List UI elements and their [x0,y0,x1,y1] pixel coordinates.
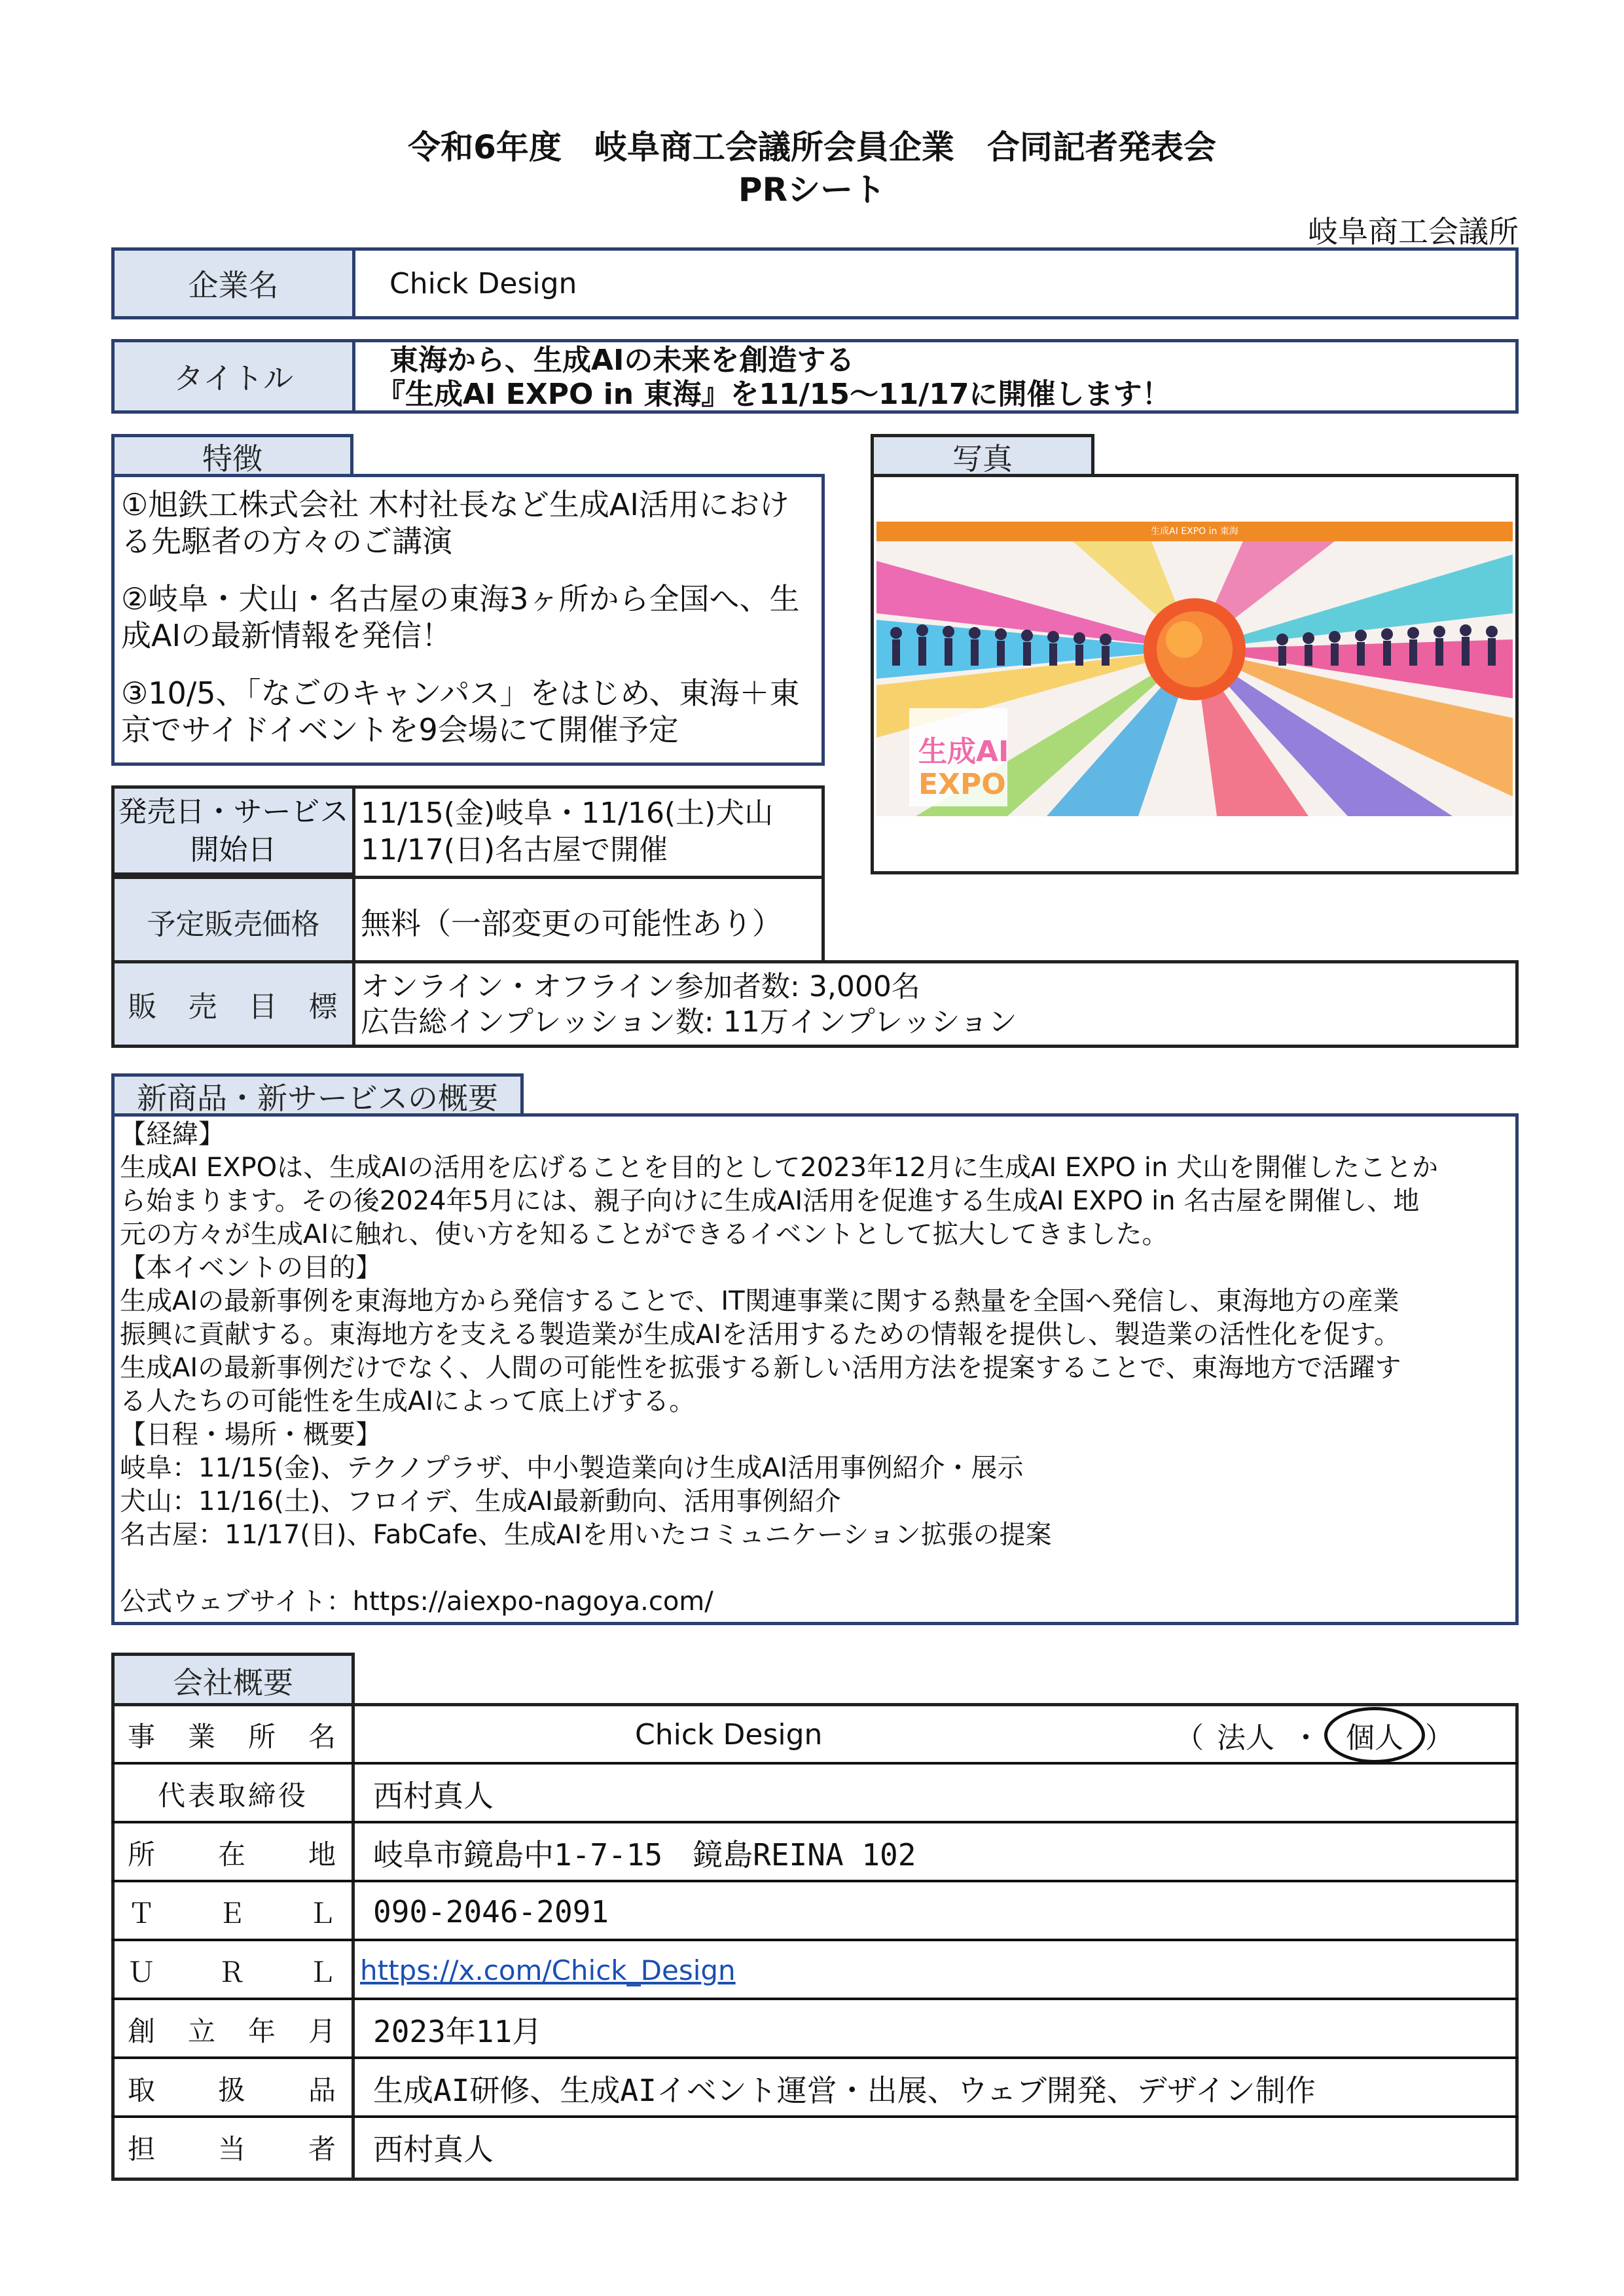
features-label: 特徴 [111,434,353,476]
tel-value: 090-2046-2091 [373,1893,609,1929]
representative-row [111,1764,1519,1823]
url-label: Ｕ Ｒ Ｌ [127,1956,338,1988]
entity-type-open: （ [1175,1721,1204,1755]
founded-value: 2023年11月 [373,2013,543,2049]
price-value: 無料（一部変更の可能性あり） [361,905,782,941]
price-label: 予定販売価格 [115,879,355,963]
tel-label: Ｔ Ｅ Ｌ [127,1897,338,1929]
address-row [111,1823,1519,1882]
address-value: 岐阜市鏡島中1-7-15 鏡島REINA 102 [373,1837,916,1873]
overview-line: 【経緯】 [120,1119,225,1149]
overview-label: 新商品・新サービスの概要 [111,1073,524,1115]
products-label: 取 扱 品 [127,2073,338,2106]
poster-banner-text: 生成AI EXPO in 東海 [1151,526,1238,537]
overview-line [120,1552,1510,1585]
overview-line: 岐阜：11/15(金)、テクノプラザ、中小製造業向け生成AI活用事例紹介・展示 [120,1453,1024,1483]
document-subtitle: PRシート [738,171,886,209]
release-box [111,785,825,963]
issuer-name: 岐阜商工会議所 [1308,214,1519,249]
entity-type [1175,1705,1454,1765]
title-line2: 『生成AI EXPO in 東海』を11/15〜11/17に開催します！ [376,378,1171,411]
title-box [111,339,1519,414]
release-label-line1: 発売日・サービス [118,795,349,829]
sales-target-line2: 広告総インプレッション数: 11万インプレッション [361,1005,1017,1039]
overview-line: 元の方々が生成AIに触れ、使い方を知ることができるイベントとして拡大してきました。 [120,1219,1168,1249]
feature-item-2: ②岐阜・犬山・名古屋の東海3ヶ所から全国へ、生成AIの最新情報を発信！ [121,581,800,653]
overview-line: 生成AI EXPOは、生成AIの活用を広げることを目的として2023年12月に生成AI EXPO in 犬山を開催したことか [120,1153,1439,1183]
company-name-label: 企業名 [115,251,355,316]
entity-type-corporation: 法人 [1217,1721,1274,1755]
feature-item-3: ③10/5、「なごのキャンパス」をはじめ、東海＋東京でサイドイベントを9会場にて開催予定 [121,675,800,747]
office-label: 事 業 所 名 [127,1720,338,1753]
entity-type-individual-circled: 個人 [1324,1707,1425,1763]
document-title: 令和6年度 岐阜商工会議所会員企業 合同記者発表会 [408,128,1216,166]
overview-line: 振興に貢献する。東海地方を支える製造業が生成AIを活用するための情報を提供し、製造業の活性化を促す。 [120,1319,1400,1350]
overview-line: 【日程・場所・概要】 [120,1420,382,1450]
entity-type-close: ） [1425,1721,1454,1755]
overview-line: 生成AIの最新事例を東海地方から発信することで、IT関連事業に関する熱量を全国へ発信し、東海地方の産業 [120,1286,1399,1316]
overview-line: 犬山：11/16(土)、フロイデ、生成AI最新動向、活用事例紹介 [120,1486,841,1516]
title-line1: 東海から、生成AIの未来を創造する [389,344,855,377]
contact-label: 担 当 者 [127,2132,338,2165]
company-name-value: Chick Design [389,266,577,300]
feature-item-1: ①旭鉄工株式会社 木村社長など生成AI活用における先駆者の方々のご講演 [121,487,789,559]
url-link[interactable]: https://x.com/Chick_Design [360,1954,736,1986]
photo-box [871,474,1519,874]
office-row [111,1705,1519,1765]
url-row [111,1941,1519,2000]
poster-logo-line2: EXPO [918,768,1006,801]
event-photo [876,522,1513,816]
company-name-box [111,247,1519,319]
products-row [111,2058,1519,2118]
company-profile-label: 会社概要 [111,1653,355,1705]
photo-label: 写真 [871,434,1094,476]
tel-row [111,1882,1519,1941]
office-value: Chick Design [635,1718,823,1751]
contact-value: 西村真人 [373,2131,494,2167]
representative-label: 代表取締役 [157,1779,308,1812]
entity-type-separator: ・ [1291,1721,1320,1755]
overview-line: 生成AIの最新事例だけでなく、人間の可能性を拡張する新しい活用方法を提案することで、東海地方で活躍す [120,1353,1401,1383]
founded-label: 創 立 年 月 [127,2015,338,2047]
overview-website[interactable]: 公式ウェブサイト：https://aiexpo-nagoya.com/ [120,1587,713,1617]
poster-logo-line1: 生成AI [918,735,1009,768]
sales-target-box [111,960,1519,1048]
founded-row [111,2000,1519,2059]
contact-row [111,2117,1519,2177]
representative-value: 西村真人 [373,1778,494,1814]
sales-target-line1: オンライン・オフライン参加者数: 3,000名 [361,970,920,1003]
release-value-line2: 11/17(日)名古屋で開催 [361,833,668,867]
overview-line: 名古屋：11/17(日)、FabCafe、生成AIを用いたコミュニケーション拡張の提案 [120,1520,1052,1550]
release-value-line1: 11/15(金)岐阜・11/16(土)犬山 [361,797,774,830]
overview-line: 【本イベントの目的】 [120,1253,382,1283]
sales-target-label: 販 売 目 標 [115,963,355,1045]
features-box [111,474,825,766]
address-label: 所 在 地 [127,1838,338,1871]
overview-box [111,1113,1519,1625]
title-label: タイトル [115,342,355,410]
release-label-cell [115,789,355,876]
overview-line: る人たちの可能性を生成AIによって底上げする。 [120,1386,696,1416]
overview-line: ら始まります。その後2024年5月には、親子向けに生成AI活用を促進する生成AI EXPO in 名古屋を開催し、地 [120,1186,1420,1216]
release-label-line2: 開始日 [190,833,277,867]
products-value: 生成AI研修、生成AIイベント運営・出展、ウェブ開発、デザイン制作 [373,2072,1316,2108]
